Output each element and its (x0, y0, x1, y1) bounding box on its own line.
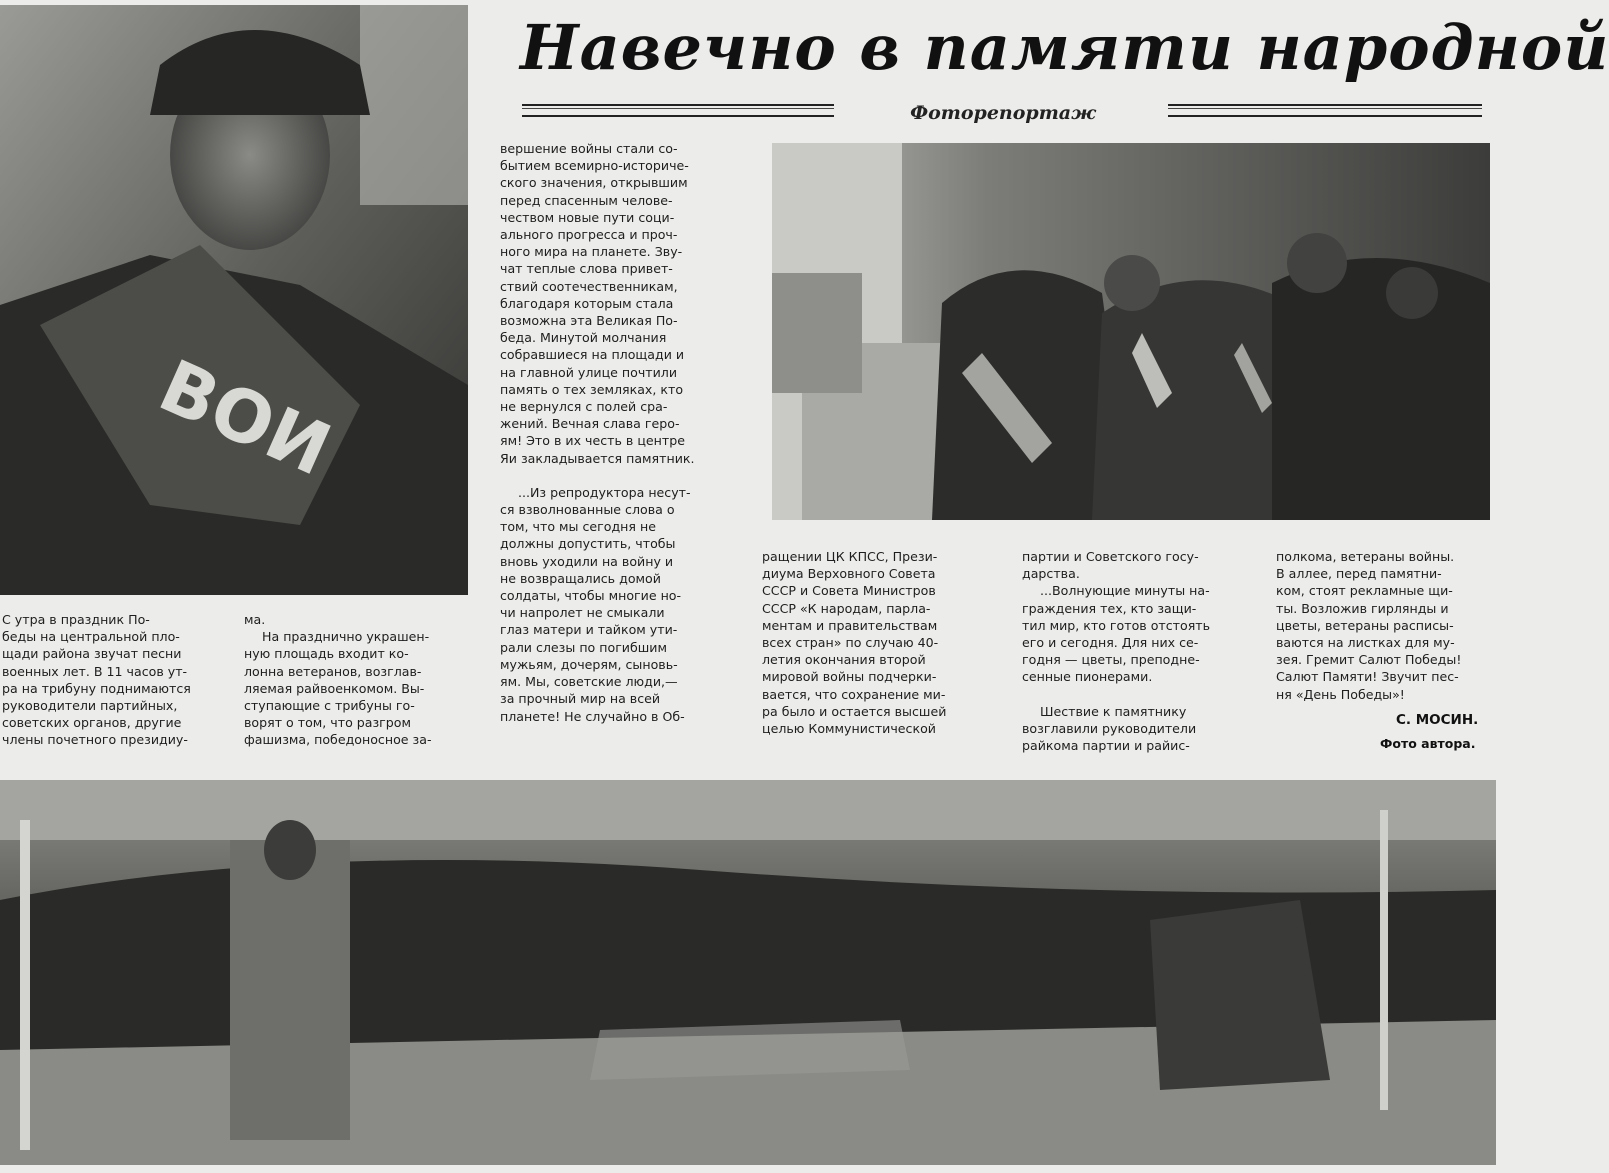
text-column-1: С утра в праздник По- беды на центральной пло- щади района звучат песни военных лет. В 11 часов ут- ра на трибуну поднимаются руководители партийных, советских органов, другие члены почетного президиу- (2, 612, 191, 748)
photo-veteran-with-banner (0, 5, 468, 595)
author-signature: С. МОСИН. (1396, 712, 1479, 728)
photo-tribune-presidium (772, 143, 1490, 520)
text-column-6: полкома, ветераны войны. В аллее, перед памятни- ком, стоят рекламные щи- ты. Возложив гирлянды и цветы, ветераны расписы- ваются на листках для му- зея. Гремит Салют Победы! Салют Памяти! Звучит пес- ня «День Победы»! (1276, 549, 1462, 702)
text-column-2: ма. На празднично украшен- ную площадь входит ко- лонна ветеранов, возглав- ляемая райвоенкомом. Вы- ступающие с трибуны го- ворят о том, что разгром фашизма, победоносное за- (244, 612, 432, 748)
rubric-photoreport: Фоторепортаж (910, 102, 1096, 124)
photo-veterans-procession (0, 780, 1496, 1165)
rule-left (522, 104, 834, 117)
banner-text: ВОИ (147, 343, 343, 492)
headline: Навечно в памяти народной (520, 11, 1609, 84)
rule-right (1168, 104, 1482, 117)
text-column-5: партии и Советского госу- дарства. ...Волнующие минуты на- граждения тех, кто защи- тил мир, кто готов отстоять его и сегодня. Для них се- годня — цветы, преподне- сенные пионерами. Шествие к памятнику возглавили руководители райкома партии и райис- (1022, 549, 1211, 754)
text-column-4: ращении ЦК КПСС, Прези- диума Верховного Совета СССР и Совета Министров СССР «К народам, парла- ментам и правительствам всех стран» по случаю 40- летия окончания второй мировой войны подчерки- вается, что сохранение ми- ра было и остается высшей целью Коммунистической (762, 549, 947, 737)
text-column-3: вершение войны стали со- бытием всемирно-историче- ского значения, открывшим перед спасенным челове- чеством новые пути соци- ального прогресса и проч- ного мира на планете. Зву- чат теплые слова привет- ствий соотечественникам, благодаря которым стала возможна эта Великая По- беда. Минутой молчания собравшиеся на площади и на главной улице почтили память о тех земляках, кто не вернулся с полей сра- жений. Вечная слава геро- ям! Это в их честь в центре Яи закладывается памятник. ...Из репродуктора несут- ся взволнованные слова о том, что мы сегодня не должны допустить, чтобы вновь уходили на войну и не возвращались домой солдаты, чтобы многие но- чи напролет не смыкали глаз матери и тайком ути- рали слезы по погибшим мужьям, дочерям, сыновь- ям. Мы, советские люди,— за прочный мир на всей планете! Не случайно в Об- (500, 141, 695, 724)
photo-credit: Фото автора. (1380, 736, 1476, 751)
